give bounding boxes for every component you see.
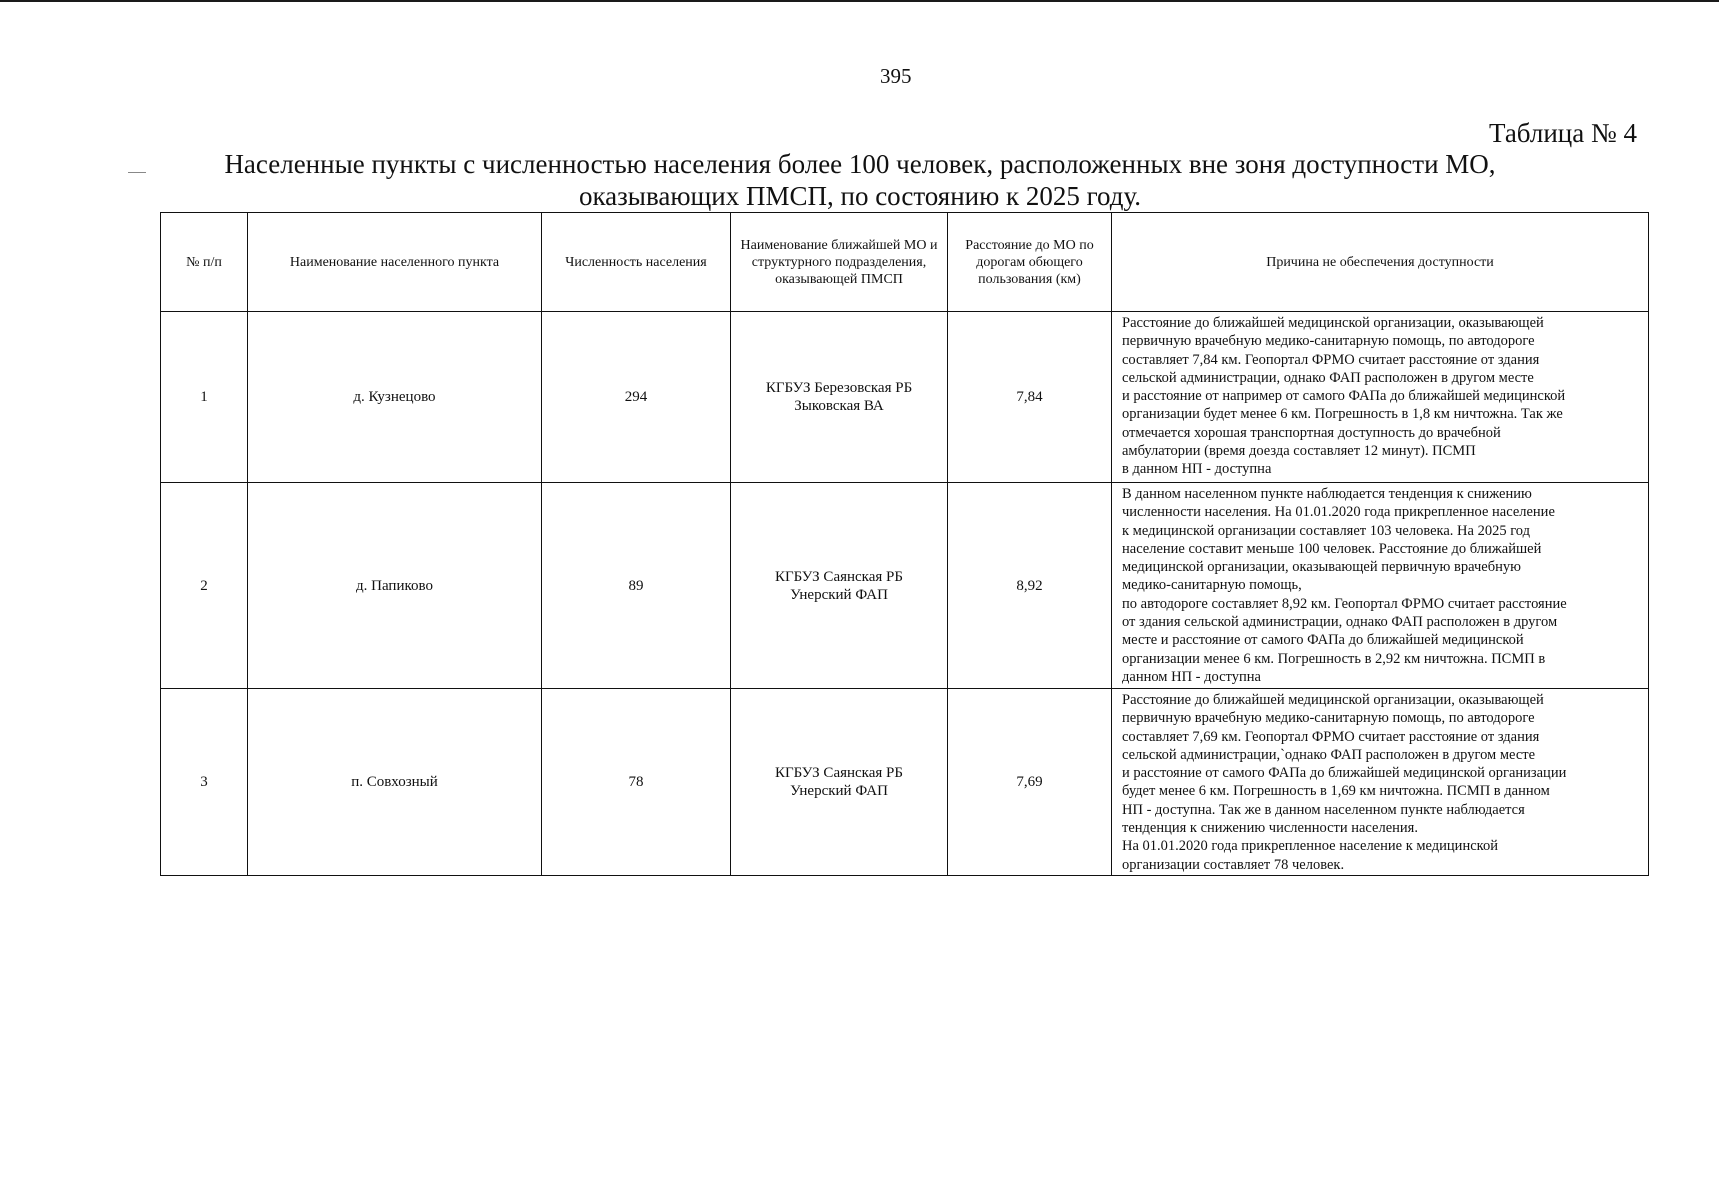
table-row: [161, 312, 1649, 483]
cell-mo-line: КГБУЗ Саянская РБ: [774, 765, 904, 781]
cell-mo-line: КГБУЗ Березовская РБ: [765, 380, 913, 396]
cell-reason: Расстояние до ближайшей медицинской организации, оказывающей первичную врачебную медико-санитарную помощь, по автодороге составляет 7,84 км. Геопортал ФРМО считает расстояние от здания сельской администрации, однако ФАП расположен в другом месте и расстояние от например от самого ФАПа до ближайшей медицинской организации будет менее 6 км. Погрешность в 1,8 км ничтожна. Так же отмечается хорошая транспортная доступность до врачебной амбулатории (время доезда составляет 12 минут). ПСМП в данном НП - доступна: [1112, 312, 1649, 483]
cell-settlement-name: д. Кузнецово: [248, 312, 542, 483]
top-border-line: [0, 0, 1719, 2]
cell-settlement-name: п. Совхозный: [248, 689, 542, 876]
cell-population: 89: [542, 483, 731, 689]
header-distance-line: обющего: [1028, 254, 1083, 270]
cell-settlement-name: д. Папиково: [248, 483, 542, 689]
cell-mo-line: КГБУЗ Саянская РБ: [774, 568, 904, 585]
header-settlement-name: Наименование населенного пункта: [248, 213, 542, 312]
header-nearest-mo-line: подразделения,: [835, 254, 927, 270]
header-nearest-mo-line: МО и структурного: [751, 237, 938, 270]
cell-mo-line: Зыковская ВА: [794, 398, 884, 414]
scan-mark: [128, 172, 146, 173]
cell-distance: 8,92: [948, 483, 1112, 689]
header-distance: [948, 213, 1112, 312]
cell-nearest-mo: [731, 689, 948, 876]
header-nearest-mo-line: Наименование ближайшей: [740, 237, 901, 253]
settlements-table: [160, 212, 1649, 876]
header-distance-line: Расстояние до МО: [965, 237, 1076, 253]
header-nearest-mo: [731, 213, 948, 312]
page-number: 395: [880, 64, 912, 88]
header-distance-line: пользования (км): [978, 271, 1081, 287]
cell-reason: Расстояние до ближайшей медицинской организации, оказывающей первичную врачебную медико-санитарную помощь, по автодороге составляет 7,69 км. Геопортал ФРМО считает расстояние от здания сельской администрации,`однако ФАП расположен в другом месте и расстояние от самого ФАПа до ближайшей медицинской организации будет менее 6 км. Погрешность в 1,69 км ничтожна. ПСМП в данном НП - доступна. Так же в данном населенном пункте наблюдается тенденция к снижению численности населения. На 01.01.2020 года прикрепленное население к медицинской организации составляет 78 человек.: [1112, 689, 1649, 876]
header-reason: Причина не обеспечения доступности: [1112, 213, 1649, 312]
header-num: № п/п: [161, 213, 248, 312]
cell-distance: 7,84: [948, 312, 1112, 483]
header-distance-line: по дорогам: [976, 237, 1094, 270]
header-nearest-mo-line: оказывающей ПМСП: [775, 271, 903, 287]
cell-mo-line: Унерский ФАП: [790, 586, 888, 603]
cell-mo-line: Унерский ФАП: [790, 783, 888, 799]
table-title-line-2: оказывающих ПМСП, по состоянию к 2025 году.: [578, 181, 1142, 211]
cell-reason: В данном населенном пункте наблюдается тенденция к снижению численности населения. На 01.01.2020 года прикрепленное население к медицинской организации составляет 103 человека. На 2025 год население составит меньше 100 человек. Расстояние до ближайшей медицинской организации, оказывающей первичную врачебную медико-санитарную помощь, по автодороге составляет 8,92 км. Геопортал ФРМО считает расстояние от здания сельской администрации, однако ФАП расположен в другом месте и расстояние от самого ФАПа до ближайшей медицинской организации менее 6 км. Погрешность в 2,92 км ничтожна. ПСМП в данном НП - доступна: [1112, 483, 1649, 689]
header-population: Численность населения: [542, 213, 731, 312]
table-label: Таблица № 4: [1489, 118, 1637, 148]
table-title-line-1: Населенные пункты с численностью населения более 100 человек, расположенных вне зоня доступности МО,: [224, 149, 1496, 179]
cell-nearest-mo: [731, 483, 948, 689]
table-row: [161, 689, 1649, 876]
cell-num: 2: [161, 483, 248, 689]
cell-num: 1: [161, 312, 248, 483]
cell-num: 3: [161, 689, 248, 876]
table-row: [161, 483, 1649, 689]
table-header-row: [161, 213, 1649, 312]
table-title: [160, 148, 1560, 212]
cell-population: 78: [542, 689, 731, 876]
cell-distance: 7,69: [948, 689, 1112, 876]
cell-nearest-mo: [731, 312, 948, 483]
cell-population: 294: [542, 312, 731, 483]
